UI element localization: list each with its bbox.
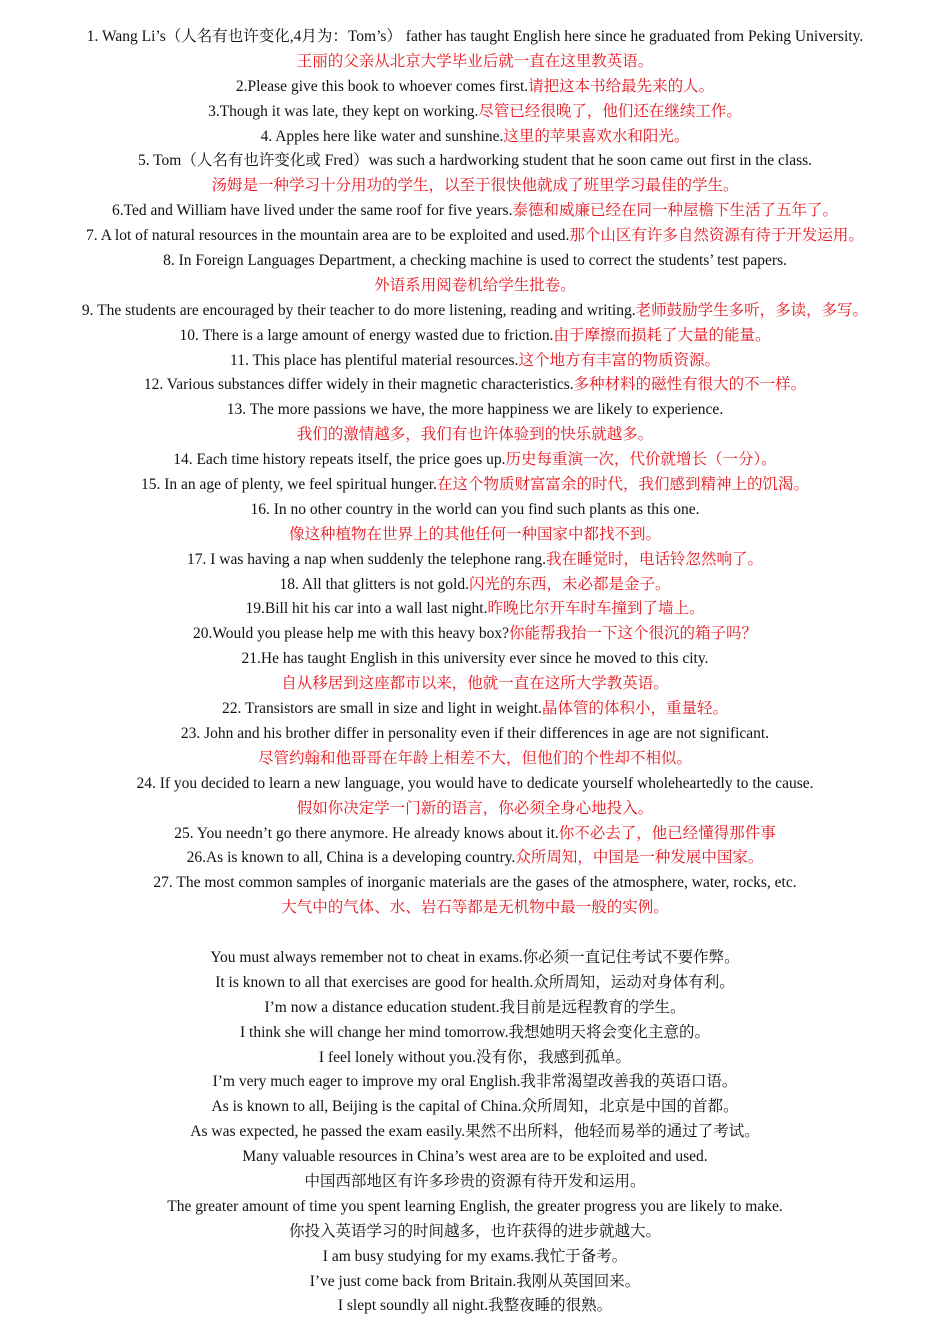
- english-sentence: 15. In an age of plenty, we feel spiritual hunger.: [141, 476, 437, 494]
- english-sentence: I’m now a distance education student.: [264, 998, 500, 1016]
- english-sentence: You must always remember not to cheat in exams.: [210, 948, 523, 966]
- sentence-line: [0, 448, 950, 473]
- translation-line: [0, 523, 950, 548]
- sentence-line: [0, 822, 950, 847]
- sentence-line: [0, 697, 950, 722]
- sentence-line: [0, 1070, 950, 1095]
- chinese-translation: 那个山区有许多自然资源有待于开发运用。: [569, 227, 864, 245]
- sentence-line: [0, 398, 950, 423]
- english-sentence: 13. The more passions we have, the more happiness we are likely to experience.: [226, 401, 724, 419]
- sentence-line: [0, 498, 950, 523]
- english-sentence: I’m very much eager to improve my oral English.: [212, 1073, 521, 1091]
- sentence-line: [0, 125, 950, 150]
- sentence-line: [0, 1195, 950, 1220]
- sentence-line: [0, 1021, 950, 1046]
- sentence-line: [0, 647, 950, 672]
- english-sentence: 1. Wang Li’s（人名有也许变化,4月为：Tom’s） father has taught English here since he graduated from Peking University.: [86, 28, 864, 45]
- sentence-line: [0, 548, 950, 573]
- section-gap: [0, 921, 950, 946]
- sentence-line: [0, 846, 950, 871]
- sentence-line: [0, 324, 950, 349]
- chinese-translation: 你不必去了，他已经懂得那件事: [558, 824, 776, 842]
- chinese-translation: 昨晚比尔开车时车撞到了墙上。: [487, 600, 705, 618]
- translation-line: [0, 672, 950, 697]
- sentence-line: [0, 25, 950, 50]
- chinese-translation: 没有你，我感到孤单。: [476, 1048, 632, 1066]
- sentence-line: [0, 946, 950, 971]
- chinese-translation: 这里的苹果喜欢水和阳光。: [503, 127, 690, 145]
- chinese-translation: 这个地方有丰富的物质资源。: [518, 351, 720, 369]
- chinese-translation: 我非常渴望改善我的英语口语。: [520, 1073, 738, 1091]
- english-sentence: 24. If you decided to learn a new language, you would have to dedicate yourself wholeheartedly to the cause.: [136, 774, 814, 792]
- english-sentence: 14. Each time history repeats itself, the price goes up.: [173, 451, 506, 469]
- sentence-line: [0, 622, 950, 647]
- english-sentence: The greater amount of time you spent learning English, the greater progress you are likely to make.: [167, 1197, 783, 1215]
- chinese-translation: 我忙于备考。: [534, 1247, 628, 1265]
- chinese-translation: 假如你决定学一门新的语言，你必须全身心地投入。: [296, 799, 654, 817]
- chinese-translation: 我在睡觉时，电话铃忽然响了。: [545, 550, 763, 568]
- chinese-translation: 众所周知，北京是中国的首都。: [521, 1098, 739, 1116]
- english-sentence: 23. John and his brother differ in personality even if their differences in age are not significant.: [180, 724, 770, 742]
- english-sentence: 12. Various substances differ widely in their magnetic characteristics.: [143, 376, 574, 394]
- english-sentence: 9. The students are encouraged by their teacher to do more listening, reading and writing.: [81, 301, 636, 319]
- sentence-line: [0, 224, 950, 249]
- chinese-translation: 晶体管的体积小，重量轻。: [541, 700, 728, 718]
- english-sentence: Many valuable resources in China’s west area are to be exploited and used.: [242, 1148, 708, 1166]
- chinese-translation: 汤姆是一种学习十分用功的学生，以至于很快他就成了班里学习最佳的学生。: [211, 177, 739, 195]
- chinese-translation: 由于摩擦而损耗了大量的能量。: [553, 326, 771, 344]
- translation-line: [0, 50, 950, 75]
- chinese-translation: 多种材料的磁性有很大的不一样。: [573, 376, 807, 394]
- english-sentence: 20.Would you please help me with this heavy box?: [192, 625, 509, 643]
- translation-line: [0, 174, 950, 199]
- english-sentence: 10. There is a large amount of energy wasted due to friction.: [179, 326, 554, 344]
- sentence-line: [0, 249, 950, 274]
- chinese-translation: 历史每重演一次，代价就增长（一分）。: [505, 451, 777, 469]
- chinese-translation: 我目前是远程教育的学生。: [499, 998, 686, 1016]
- sentence-line: [0, 772, 950, 797]
- sentence-line: [0, 149, 950, 174]
- translation-line: [0, 274, 950, 299]
- chinese-translation: 老师鼓励学生多听，多读，多写。: [635, 301, 869, 319]
- chinese-translation: 像这种植物在世界上的其他任何一种国家中都找不到。: [288, 525, 661, 543]
- sentence-line: [0, 1270, 950, 1295]
- english-sentence: 18. All that glitters is not gold.: [279, 575, 469, 593]
- english-sentence: 21.He has taught English in this university ever since he moved to this city.: [241, 650, 709, 668]
- translation-line: [0, 896, 950, 921]
- chinese-translation: 尽管约翰和他哥哥在年龄上相差不大，但他们的个性却不相似。: [257, 749, 692, 767]
- english-sentence: As is known to all, Beijing is the capital of China.: [211, 1098, 522, 1116]
- english-sentence: As was expected, he passed the exam easily.: [190, 1123, 466, 1141]
- sentence-line: [0, 573, 950, 598]
- english-sentence: 6.Ted and William have lived under the same roof for five years.: [112, 202, 513, 220]
- chinese-translation: 大气中的气体、水、岩石等都是无机物中最一般的实例。: [281, 899, 669, 917]
- sentence-line: [0, 996, 950, 1021]
- document-body: [0, 25, 950, 1319]
- english-sentence: 4. Apples here like water and sunshine.: [260, 127, 504, 145]
- sentence-line: [0, 1095, 950, 1120]
- numbered-sentences: [0, 25, 950, 921]
- sentence-line: [0, 1294, 950, 1319]
- english-sentence: I am busy studying for my exams.: [322, 1247, 535, 1265]
- chinese-translation: 果然不出所料，他轻而易举的通过了考试。: [465, 1123, 760, 1141]
- sentence-line: [0, 971, 950, 996]
- english-sentence: 26.As is known to all, China is a developing country.: [186, 849, 516, 867]
- english-sentence: I feel lonely without you.: [318, 1048, 477, 1066]
- sentence-line: [0, 100, 950, 125]
- chinese-translation: 泰德和威廉已经在同一种屋檐下生活了五年了。: [512, 202, 838, 220]
- sentence-line: [0, 473, 950, 498]
- english-sentence: 16. In no other country in the world can you find such plants as this one.: [250, 500, 700, 518]
- chinese-translation: 我整夜睡的很熟。: [488, 1297, 613, 1315]
- english-sentence: 19.Bill hit his car into a wall last night.: [245, 600, 488, 618]
- chinese-translation: 你能帮我抬一下这个很沉的箱子吗？: [509, 625, 758, 643]
- chinese-translation: 我想她明天将会变化主意的。: [508, 1023, 710, 1041]
- english-sentence: 17. I was having a nap when suddenly the telephone rang.: [187, 550, 546, 568]
- sentence-line: [0, 722, 950, 747]
- translation-line: [0, 1170, 950, 1195]
- sentence-line: [0, 373, 950, 398]
- chinese-translation: 众所周知，中国是一种发展中国家。: [515, 849, 764, 867]
- chinese-translation: 在这个物质财富富余的时代，我们感到精神上的饥渴。: [436, 476, 809, 494]
- chinese-translation: 外语系用阅卷机给学生批卷。: [374, 276, 576, 294]
- english-sentence: 25. You needn’t go there anymore. He already knows about it.: [174, 824, 559, 842]
- chinese-translation: 你投入英语学习的时间越多，也许获得的进步就越大。: [288, 1222, 661, 1240]
- translation-line: [0, 1220, 950, 1245]
- translation-line: [0, 797, 950, 822]
- sentence-line: [0, 349, 950, 374]
- sentence-line: [0, 871, 950, 896]
- chinese-translation: 王丽的父亲从北京大学毕业后就一直在这里教英语。: [296, 52, 654, 70]
- english-sentence: I slept soundly all night.: [337, 1297, 489, 1315]
- sentence-line: [0, 75, 950, 100]
- english-sentence: 8. In Foreign Languages Department, a checking machine is used to correct the students’ test papers.: [163, 252, 787, 270]
- english-sentence: 7. A lot of natural resources in the mountain area are to be exploited and used.: [86, 227, 570, 245]
- chinese-translation: 请把这本书给最先来的人。: [528, 77, 715, 95]
- chinese-translation: 众所周知，运动对身体有利。: [533, 973, 735, 991]
- sentence-line: [0, 299, 950, 324]
- english-sentence: 11. This place has plentiful material resources.: [230, 351, 519, 369]
- sentence-line: [0, 1145, 950, 1170]
- english-sentence: 27. The most common samples of inorganic materials are the gases of the atmosphere, water, rocks, etc.: [153, 874, 797, 892]
- chinese-translation: 我们的激情越多，我们有也许体验到的快乐就越多。: [296, 426, 654, 444]
- chinese-translation: 中国西部地区有许多珍贵的资源有待开发和运用。: [304, 1172, 646, 1190]
- chinese-translation: 你必须一直记住考试不要作弊。: [522, 948, 740, 966]
- english-sentence: 5. Tom（人名有也许变化或 Fred）was such a hardworking student that he soon came out first in the class.: [137, 152, 813, 170]
- chinese-translation: 闪光的东西，未必都是金子。: [468, 575, 671, 593]
- english-sentence: I’ve just come back from Britain.: [309, 1272, 517, 1290]
- sentence-line: [0, 597, 950, 622]
- chinese-translation: 尽管已经很晚了，他们还在继续工作。: [478, 102, 742, 120]
- english-sentence: I think she will change her mind tomorrow.: [240, 1023, 509, 1041]
- chinese-translation: 我刚从英国回来。: [516, 1272, 641, 1290]
- english-sentence: 3.Though it was late, they kept on working.: [208, 102, 479, 120]
- sentence-line: [0, 199, 950, 224]
- english-sentence: 2.Please give this book to whoever comes first.: [235, 77, 529, 95]
- chinese-translation: 自从移居到这座都市以来，他就一直在这所大学教英语。: [281, 675, 669, 693]
- sentence-line: [0, 1245, 950, 1270]
- sentence-line: [0, 1046, 950, 1071]
- english-sentence: It is known to all that exercises are good for health.: [215, 973, 534, 991]
- sentence-line: [0, 1120, 950, 1145]
- english-sentence: 22. Transistors are small in size and light in weight.: [222, 700, 542, 718]
- translation-line: [0, 423, 950, 448]
- translation-line: [0, 747, 950, 772]
- extra-sentences: [0, 946, 950, 1319]
